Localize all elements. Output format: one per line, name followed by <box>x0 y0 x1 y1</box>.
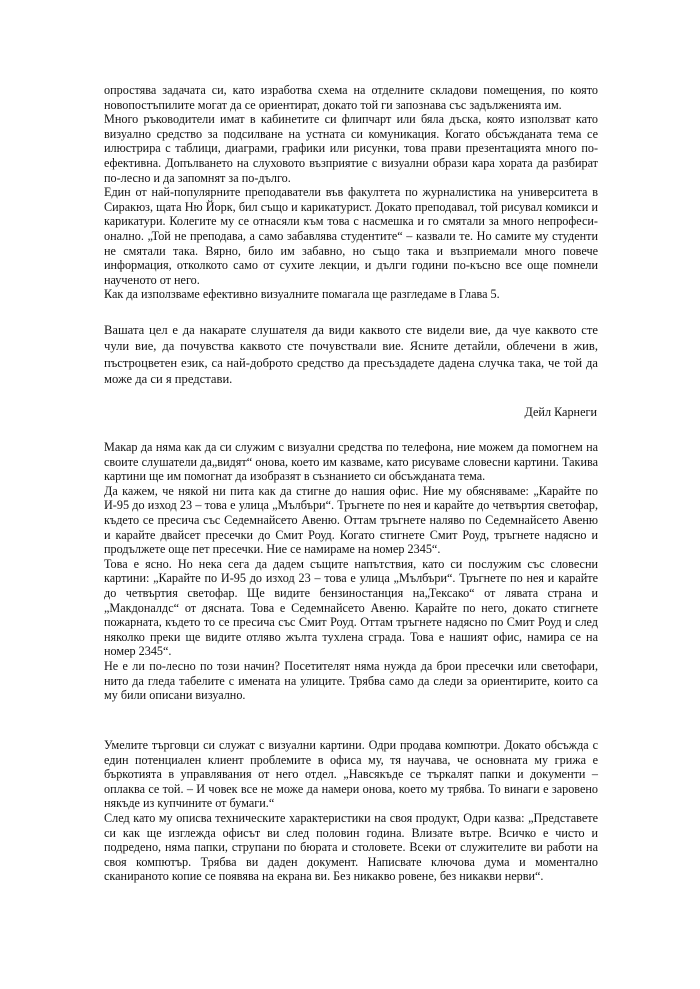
section-visual-aids <box>104 83 598 302</box>
paragraph: Макар да няма как да си служим с визуални средства по телефона, ние можем да помогнем на своите слушатели да„видят“ онова, което им казваме, като рисуваме словесни картини. Такива картини ще им помогнат да изобразят в съзнанието си обсъжданата тема. <box>104 440 598 484</box>
quote-author: Дейл Карнеги <box>524 405 597 419</box>
epigraph-quote <box>104 322 598 388</box>
paragraph: Умелите търговци си служат с визуални картини. Одри продава компютри. Докато обсъжда с един потенциален клиент проблемите в офиса му, тя научава, че основната му грижа е бъркотията в управлявания от него отдел. „Навсякъде се търкалят папки и документи – оплаква се той. – И човек все не може да намери онова, което му трябва. То винаги е заровено някъде из купчините от бумаги.“ <box>104 738 598 811</box>
paragraph: Един от най-популярните преподаватели във факултета по журналистика на университета в Сиракюз, щата Ню Йорк, бил също и карикатурист. Докато преподавал, той рисувал комикси и карикатури. Колегите му се отнасяли към това с насмешка и го смятали за много непрофеси-онално. „Той не преподава, а само забавлява студентите“ – казвали те. Но самите му студенти не смятали така. Вярно, било им забавно, но също така и възприемали много повече информация, отколкото само от сухите лекции, и дълги години по-късно все още помнели наученото от него. <box>104 185 598 287</box>
paragraph: опростява задачата си, като изработва схема на отделните складови помещения, по която новопостъпилите могат да се ориентират, докато той ги запознава със задълженията им. <box>104 83 598 112</box>
section-sales-pictures <box>104 738 598 884</box>
paragraph: След като му описва техническите характеристики на своя продукт, Одри казва: „Представете си как ще изглежда офисът ви след половин година. Влизате вътре. Всичко е чисто и подредено, няма папки, струпани по бюрата и столовете. Всеки от служителите ви работи на своя компютър. Трябва ви даден документ. Написвате ключова дума и моментално сканираното копие се появява на екрана ви. Без никакво ровене, без никакви нерви“. <box>104 810 598 884</box>
paragraph: Много ръководители имат в кабинетите си флипчарт или бяла дъска, която използват като визуално средство за подсилване на устната си комуникация. Когато обсъжданата тема се илюстрира с таблици, диаграми, графики или рисунки, това прави презентацията много по-ефективна. Допълването на слуховото възприятие с визуални образи кара хората да разбират по-лесно и да запомнят за по-дълго. <box>104 112 598 185</box>
section-verbal-pictures <box>104 440 598 703</box>
paragraph: Това е ясно. Но нека сега да дадем същите напътствия, като си послужим със словесни картини: „Карайте по И-95 до изход 23 – това е улица „Мълбъри“. Тръгнете по нея и карайте до четвъртия светофар. Ще видите бензиностанция на„Тексако“ от лявата страна и „Макдоналдс“ от дясната. Това е Седемнайсето Авеню. Карайте по него, докато стигнете пожарната, където то се пресича със Смит Роуд. Оттам тръгнете надясно по Смит Роуд и след няколко преки ще видите отляво жълта тухлена сграда. Това е нашият офис, намира се на номер 2345“. <box>104 556 598 659</box>
paragraph: Да кажем, че някой ни пита как да стигне до нашия офис. Ние му обясняваме: „Карайте по И-95 до изход 23 – това е улица „Мълбъри“. Тръгнете по нея и карайте до четвъртия светофар, където се пресича със Седемнайсето Авеню. Оттам тръгнете наляво по Седемнайсето Авеню и карайте двайсет пресечки до Смит Роуд. Когато стигнете Смит Роуд, тръгнете надясно и продължете още пет пресечки. Ние се намираме на номер 2345“. <box>104 483 598 557</box>
quote-text: Вашата цел е да накарате слушателя да види каквото сте видели вие, да чуе каквото сте чули вие, да почувства каквото сте почувствали вие. Ясните детайли, облечени в жив, пъстроцветен език, са най-доброто средство да пресъздадете дадена случка така, че той да може да си я представи. <box>104 323 598 387</box>
paragraph: Не е ли по-лесно по този начин? Посетителят няма нужда да брои пресечки или светофари, нито да гледа табелите с имената на улиците. Трябва само да следи за ориентирите, които са му били описани визуално. <box>104 658 598 703</box>
paragraph: Как да използваме ефективно визуалните помагала ще разгледаме в Глава 5. <box>104 287 500 302</box>
